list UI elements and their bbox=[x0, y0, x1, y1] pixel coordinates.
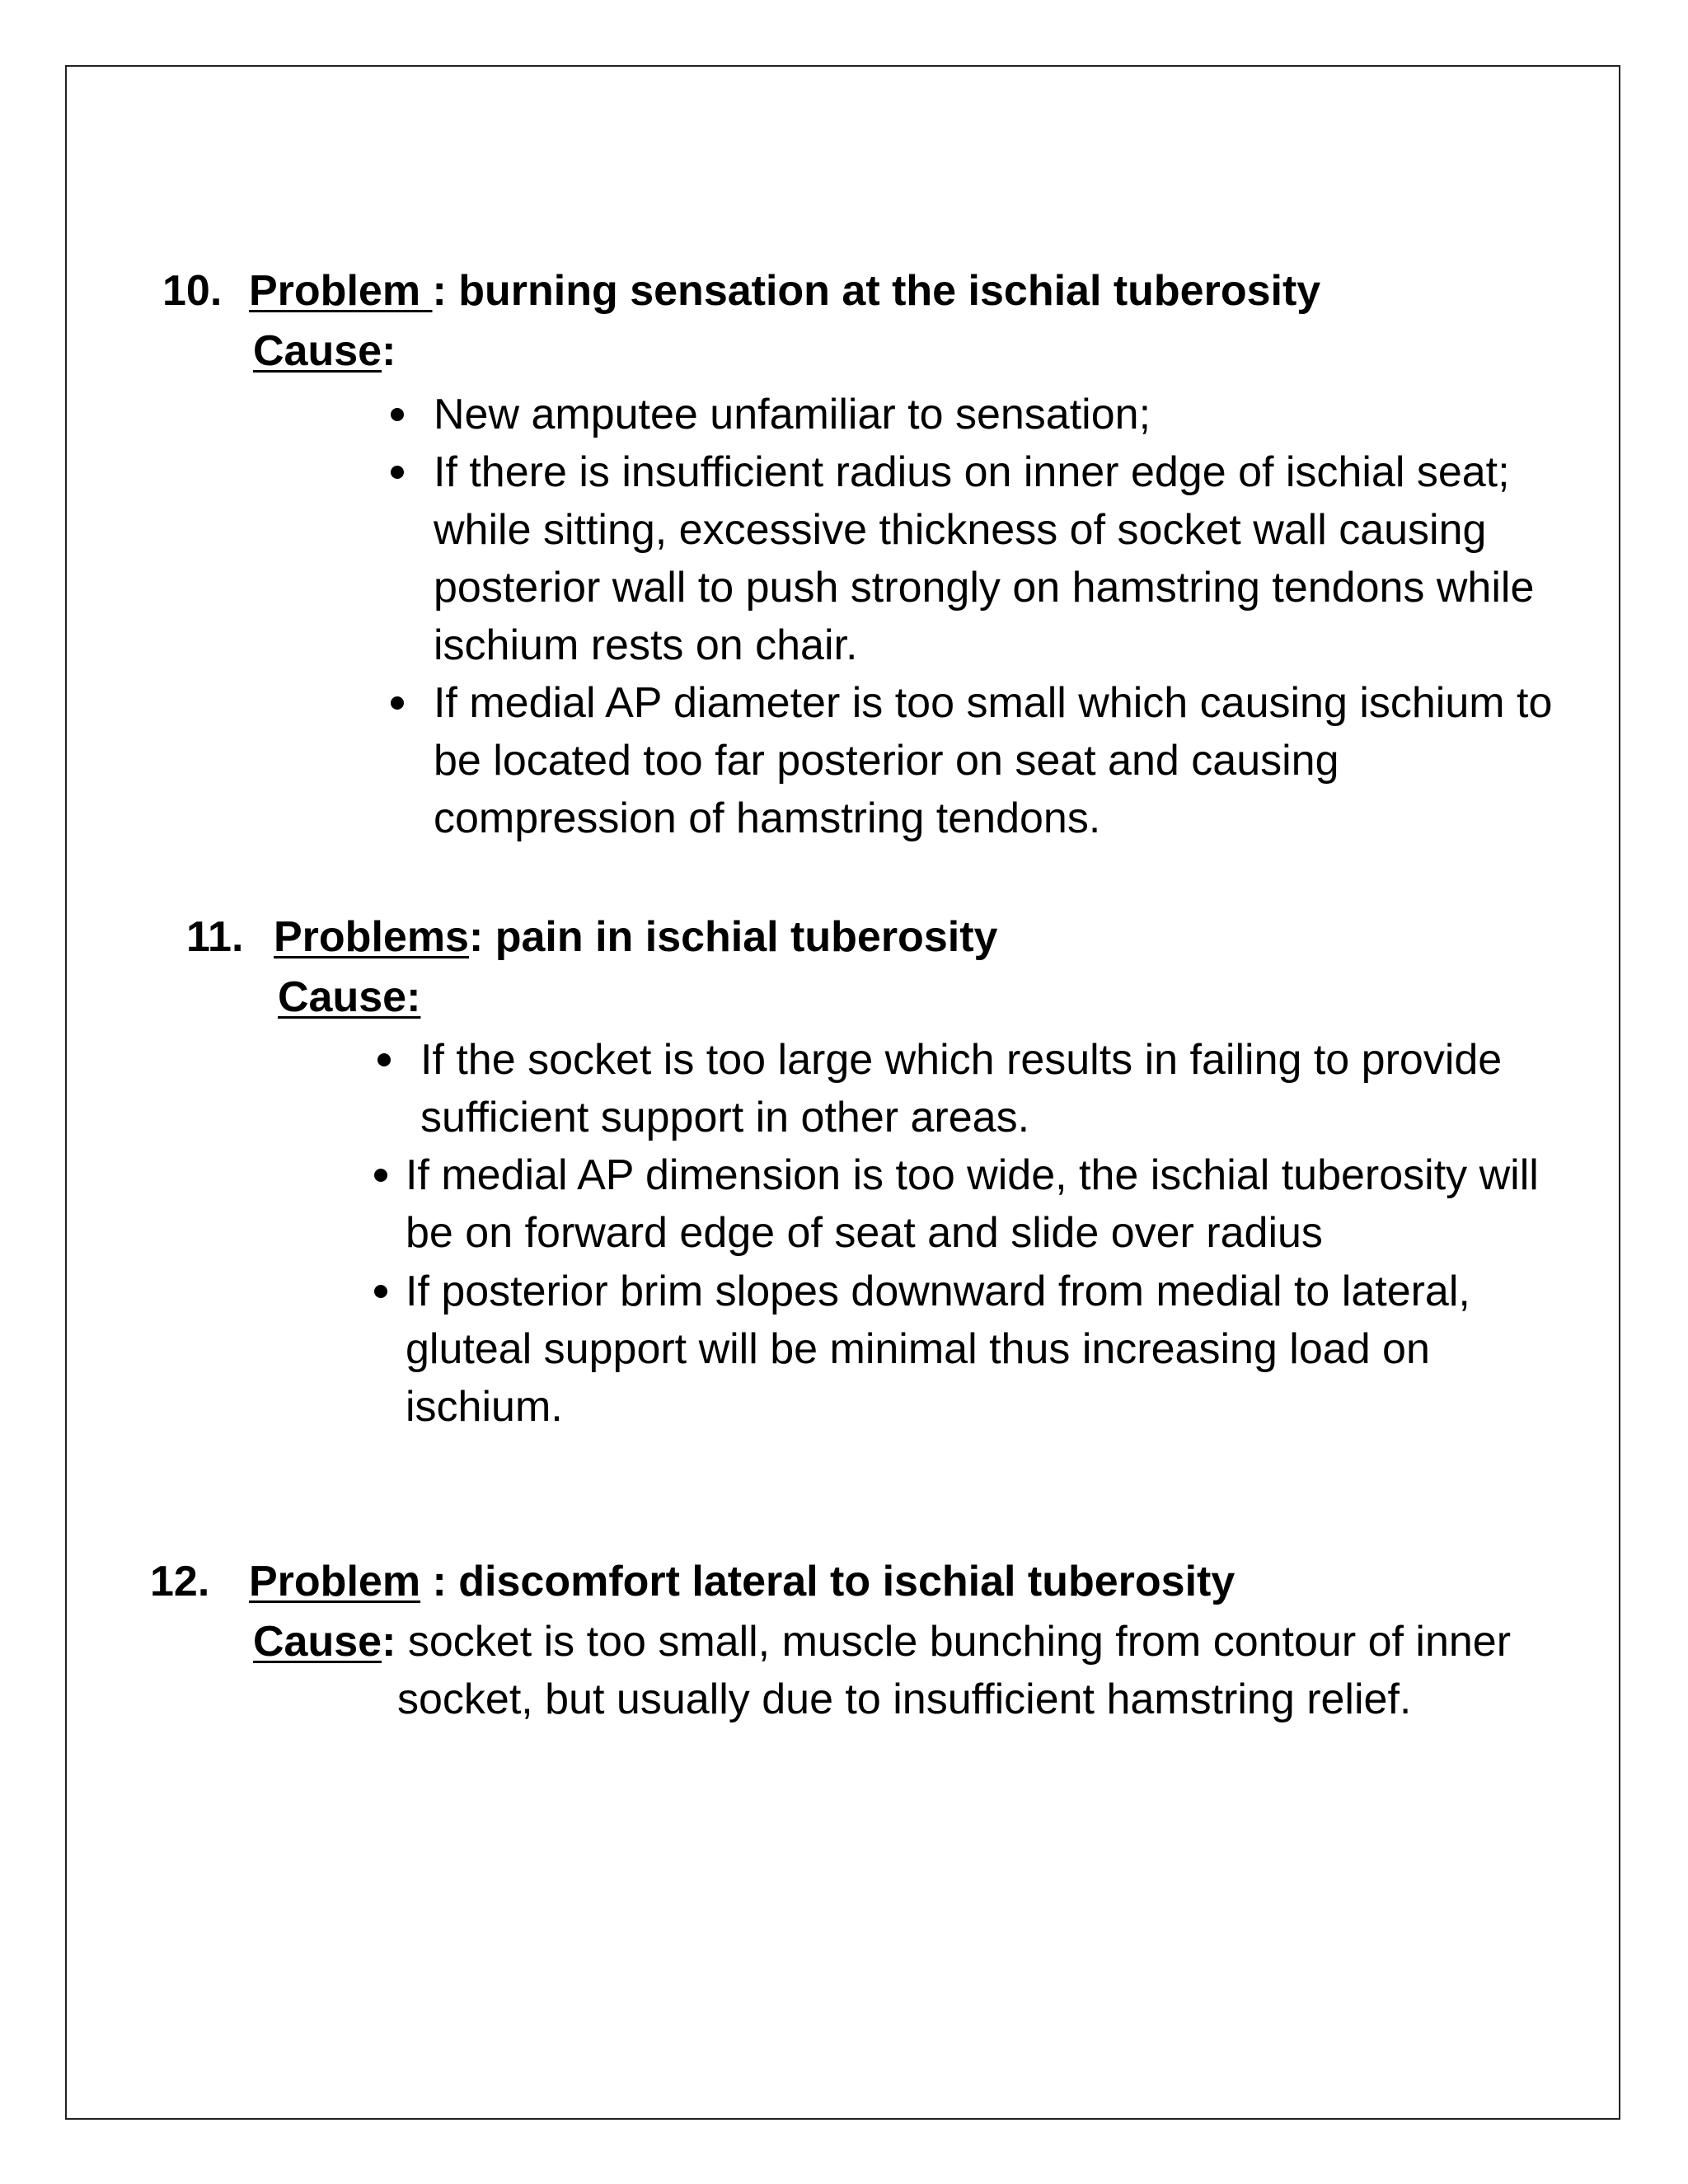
section-11-bullet-2-line-2: be on forward edge of seat and slide over radius bbox=[406, 1209, 1323, 1257]
section-10-bullet-2-line-4: ischium rests on chair. bbox=[434, 621, 858, 669]
bullet-dot bbox=[374, 1285, 387, 1298]
section-12-cause-colon: : bbox=[382, 1618, 396, 1666]
section-12-number: 12. bbox=[150, 1558, 210, 1605]
section-11-bullet-3-line-2: gluteal support will be minimal thus increasing load on bbox=[406, 1325, 1430, 1373]
section-11-problem-label: Problems bbox=[274, 913, 469, 961]
section-10-bullet-3-line-1: If medial AP diameter is too small which causing ischium to bbox=[434, 679, 1553, 727]
section-11-bullet-1-line-1: If the socket is too large which results in failing to provide bbox=[420, 1036, 1503, 1084]
bullet-dot bbox=[391, 466, 404, 479]
section-12-heading bbox=[249, 1553, 1235, 1610]
section-10-cause bbox=[253, 322, 396, 380]
section-12-cause-label: Cause bbox=[253, 1618, 382, 1666]
section-11-heading bbox=[274, 908, 997, 966]
bullet-dot bbox=[391, 408, 404, 421]
bullet-dot bbox=[374, 1169, 387, 1182]
section-10-bullet-3-line-2: be located too far posterior on seat and causing bbox=[434, 737, 1339, 785]
section-11-bullet-1-line-2: sufficient support in other areas. bbox=[420, 1094, 1030, 1141]
section-11-problem-text: : pain in ischial tuberosity bbox=[468, 913, 998, 961]
section-10-problem-text: : burning sensation at the ischial tuberosity bbox=[432, 267, 1321, 315]
section-10-bullet-2-line-2: while sitting, excessive thickness of socket wall causing bbox=[434, 506, 1487, 554]
section-12-problem-text: : discomfort lateral to ischial tuberosity bbox=[420, 1558, 1236, 1605]
section-10-bullet-3-line-3: compression of hamstring tendons. bbox=[434, 794, 1101, 842]
section-12-cause-line-1: socket is too small, muscle bunching from contour of inner bbox=[407, 1618, 1512, 1666]
section-10-bullet-2-line-3: posterior wall to push strongly on hamstring tendons while bbox=[434, 564, 1535, 612]
section-10-bullet-2-line-1: If there is insufficient radius on inner edge of ischial seat; bbox=[434, 448, 1510, 496]
section-11-number: 11. bbox=[186, 913, 244, 961]
section-10-bullet-1-line-1: New amputee unfamiliar to sensation; bbox=[434, 391, 1151, 438]
section-11-cause bbox=[278, 968, 420, 1026]
section-10-cause-colon: : bbox=[382, 327, 396, 375]
section-12-cause-line-2: socket, but usually due to insufficient hamstring relief. bbox=[397, 1675, 1412, 1723]
section-10-heading bbox=[249, 262, 1320, 320]
section-10-cause-label: Cause bbox=[253, 327, 382, 375]
section-11-bullet-2-line-1: If medial AP dimension is too wide, the ischial tuberosity will bbox=[406, 1151, 1539, 1199]
section-12-problem-label: Problem bbox=[249, 1558, 421, 1605]
section-11-bullet-3-line-1: If posterior brim slopes downward from medial to lateral, bbox=[406, 1268, 1470, 1315]
section-10-problem-label: Problem bbox=[249, 267, 433, 315]
bullet-dot bbox=[391, 696, 404, 710]
section-11-bullet-3-line-3: ischium. bbox=[406, 1383, 563, 1431]
section-10-number: 10. bbox=[162, 267, 223, 315]
bullet-dot bbox=[377, 1053, 391, 1066]
section-12-cause bbox=[253, 1613, 1511, 1671]
section-11-cause-label: Cause: bbox=[278, 973, 421, 1021]
